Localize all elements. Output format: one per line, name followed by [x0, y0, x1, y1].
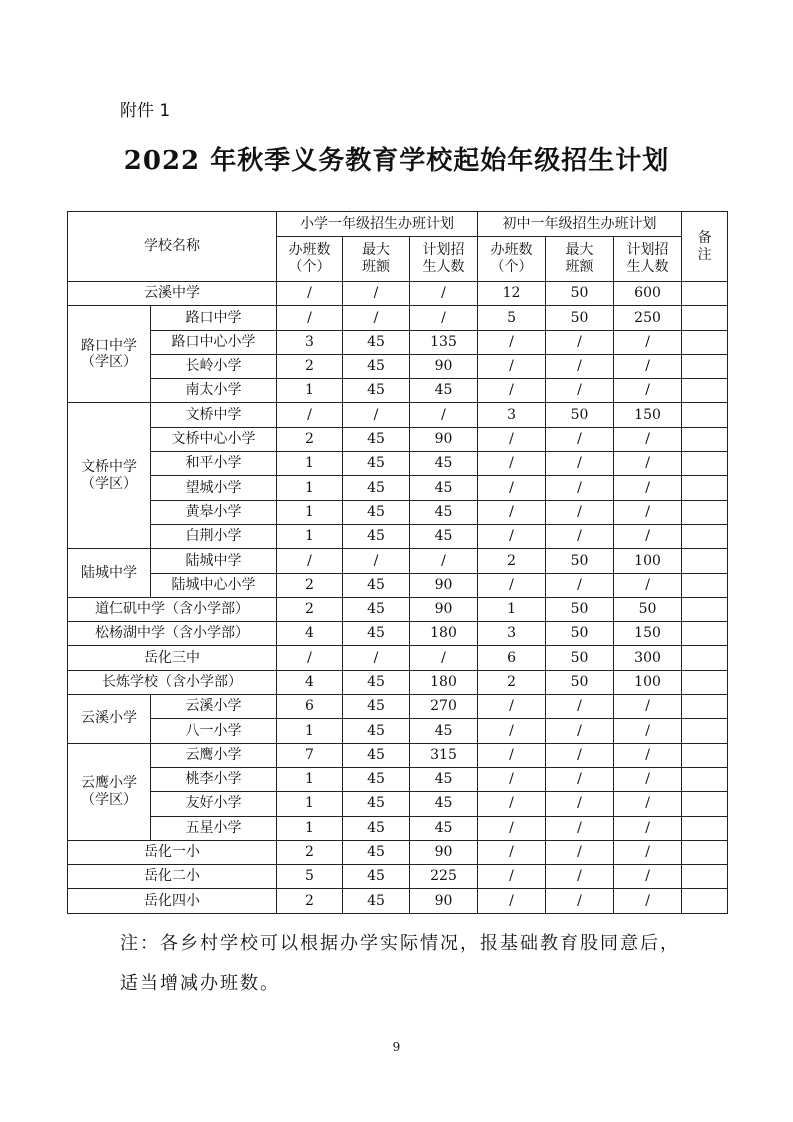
junior-max-size: 50	[546, 622, 614, 646]
document-title: 2022 年秋季义务教育学校起始年级招生计划	[123, 146, 670, 176]
junior-max-size: /	[546, 792, 614, 816]
district-name: 文桥中学（学区）	[68, 403, 151, 549]
remarks-cell	[682, 452, 728, 476]
primary-class-count: 2	[277, 597, 343, 621]
primary-max-size: 45	[343, 695, 410, 719]
primary-class-count: 1	[277, 816, 343, 840]
remarks-cell	[682, 889, 728, 913]
junior-class-count: /	[478, 524, 546, 548]
remarks-cell	[682, 865, 728, 889]
header-primary-max-size: 最大班额	[343, 237, 410, 282]
primary-plan-enroll: 90	[410, 573, 478, 597]
school-name: 云溪小学	[151, 695, 277, 719]
school-name: 云鹰小学	[151, 743, 277, 767]
primary-plan-enroll: 45	[410, 476, 478, 500]
junior-max-size: /	[546, 840, 614, 864]
junior-class-count: /	[478, 719, 546, 743]
primary-class-count: /	[277, 403, 343, 427]
junior-class-count: /	[478, 354, 546, 378]
remarks-cell	[682, 743, 728, 767]
primary-plan-enroll: /	[410, 403, 478, 427]
remarks-cell	[682, 840, 728, 864]
primary-plan-enroll: 315	[410, 743, 478, 767]
primary-class-count: 1	[277, 767, 343, 791]
junior-class-count: /	[478, 427, 546, 451]
enrollment-plan-table	[67, 211, 728, 914]
primary-plan-enroll: 45	[410, 792, 478, 816]
primary-max-size: 45	[343, 792, 410, 816]
school-name: 陆城中学	[151, 549, 277, 573]
district-name: 陆城中学	[68, 549, 151, 598]
school-name: 长炼学校（含小学部）	[68, 670, 277, 694]
junior-class-count: /	[478, 695, 546, 719]
junior-plan-enroll: /	[614, 840, 682, 864]
remarks-cell	[682, 792, 728, 816]
junior-plan-enroll: /	[614, 743, 682, 767]
junior-max-size: /	[546, 500, 614, 524]
junior-max-size: /	[546, 427, 614, 451]
primary-class-count: /	[277, 549, 343, 573]
remarks-cell	[682, 816, 728, 840]
junior-plan-enroll: 150	[614, 403, 682, 427]
remarks-cell	[682, 403, 728, 427]
header-remarks-text: 备注	[697, 229, 712, 263]
junior-class-count: 12	[478, 282, 546, 306]
primary-plan-enroll: 45	[410, 500, 478, 524]
junior-class-count: /	[478, 816, 546, 840]
primary-max-size: /	[343, 549, 410, 573]
primary-plan-enroll: /	[410, 646, 478, 670]
remarks-cell	[682, 306, 728, 330]
junior-class-count: /	[478, 840, 546, 864]
junior-max-size: /	[546, 524, 614, 548]
junior-max-size: 50	[546, 306, 614, 330]
junior-plan-enroll: 600	[614, 282, 682, 306]
attachment-label: 附件 1	[120, 101, 171, 121]
school-name: 望城小学	[151, 476, 277, 500]
junior-plan-enroll: /	[614, 573, 682, 597]
primary-max-size: 45	[343, 379, 410, 403]
school-name: 友好小学	[151, 792, 277, 816]
primary-plan-enroll: 45	[410, 379, 478, 403]
junior-plan-enroll: 100	[614, 549, 682, 573]
junior-plan-enroll: /	[614, 889, 682, 913]
junior-max-size: 50	[546, 670, 614, 694]
school-name: 桃李小学	[151, 767, 277, 791]
primary-plan-enroll: 180	[410, 622, 478, 646]
school-name: 路口中心小学	[151, 330, 277, 354]
remarks-cell	[682, 767, 728, 791]
school-name: 岳化三中	[68, 646, 277, 670]
junior-max-size: /	[546, 573, 614, 597]
junior-max-size: /	[546, 865, 614, 889]
primary-max-size: 45	[343, 524, 410, 548]
primary-plan-enroll: 135	[410, 330, 478, 354]
primary-plan-enroll: 180	[410, 670, 478, 694]
junior-class-count: /	[478, 500, 546, 524]
page-number: 9	[392, 1040, 401, 1054]
junior-class-count: 3	[478, 403, 546, 427]
header-primary-group: 小学一年级招生办班计划	[277, 212, 478, 237]
junior-class-count: /	[478, 743, 546, 767]
school-name: 岳化四小	[68, 889, 277, 913]
junior-class-count: 2	[478, 670, 546, 694]
junior-plan-enroll: /	[614, 695, 682, 719]
junior-max-size: /	[546, 476, 614, 500]
header-primary-class-count: 办班数（个）	[277, 237, 343, 282]
remarks-cell	[682, 670, 728, 694]
junior-plan-enroll: /	[614, 500, 682, 524]
primary-plan-enroll: /	[410, 282, 478, 306]
primary-plan-enroll: 90	[410, 427, 478, 451]
primary-class-count: 1	[277, 379, 343, 403]
footnote: 注：各乡村学校可以根据办学实际情况，报基础教育股同意后，适当增减办班数。	[120, 933, 680, 994]
primary-class-count: 2	[277, 427, 343, 451]
primary-plan-enroll: 45	[410, 767, 478, 791]
header-primary-plan-enroll: 计划招生人数	[410, 237, 478, 282]
primary-class-count: 2	[277, 840, 343, 864]
primary-max-size: 45	[343, 719, 410, 743]
primary-max-size: /	[343, 282, 410, 306]
primary-class-count: /	[277, 646, 343, 670]
junior-plan-enroll: /	[614, 792, 682, 816]
school-name: 岳化二小	[68, 865, 277, 889]
junior-max-size: 50	[546, 646, 614, 670]
primary-plan-enroll: 45	[410, 719, 478, 743]
remarks-cell	[682, 427, 728, 451]
primary-max-size: 45	[343, 622, 410, 646]
junior-class-count: /	[478, 330, 546, 354]
school-name: 长岭小学	[151, 354, 277, 378]
remarks-cell	[682, 354, 728, 378]
primary-max-size: 45	[343, 476, 410, 500]
junior-plan-enroll: /	[614, 767, 682, 791]
primary-plan-enroll: 270	[410, 695, 478, 719]
junior-max-size: /	[546, 889, 614, 913]
primary-plan-enroll: 225	[410, 865, 478, 889]
primary-class-count: 7	[277, 743, 343, 767]
junior-plan-enroll: /	[614, 476, 682, 500]
junior-max-size: /	[546, 379, 614, 403]
primary-class-count: 1	[277, 476, 343, 500]
junior-class-count: /	[478, 476, 546, 500]
header-junior-class-count: 办班数（个）	[478, 237, 546, 282]
header-junior-group: 初中一年级招生办班计划	[478, 212, 682, 237]
school-name: 路口中学	[151, 306, 277, 330]
primary-class-count: 1	[277, 524, 343, 548]
header-school-name: 学校名称	[68, 212, 277, 282]
primary-class-count: 2	[277, 889, 343, 913]
remarks-cell	[682, 549, 728, 573]
district-name: 路口中学（学区）	[68, 306, 151, 403]
district-name: 云鹰小学（学区）	[68, 743, 151, 840]
school-name: 岳化一小	[68, 840, 277, 864]
junior-class-count: /	[478, 767, 546, 791]
primary-plan-enroll: /	[410, 306, 478, 330]
junior-plan-enroll: /	[614, 719, 682, 743]
header-junior-plan-enroll: 计划招生人数	[614, 237, 682, 282]
primary-plan-enroll: 45	[410, 452, 478, 476]
junior-class-count: /	[478, 573, 546, 597]
school-name: 南太小学	[151, 379, 277, 403]
primary-class-count: /	[277, 306, 343, 330]
primary-max-size: 45	[343, 427, 410, 451]
junior-max-size: /	[546, 816, 614, 840]
junior-plan-enroll: /	[614, 354, 682, 378]
remarks-cell	[682, 330, 728, 354]
primary-max-size: 45	[343, 500, 410, 524]
primary-class-count: 5	[277, 865, 343, 889]
junior-max-size: /	[546, 452, 614, 476]
primary-max-size: 45	[343, 889, 410, 913]
junior-plan-enroll: /	[614, 379, 682, 403]
junior-class-count: 5	[478, 306, 546, 330]
school-name: 五星小学	[151, 816, 277, 840]
primary-max-size: 45	[343, 573, 410, 597]
primary-plan-enroll: 90	[410, 354, 478, 378]
school-name: 松杨湖中学（含小学部）	[68, 622, 277, 646]
primary-class-count: 2	[277, 354, 343, 378]
junior-class-count: 3	[478, 622, 546, 646]
junior-plan-enroll: 50	[614, 597, 682, 621]
junior-max-size: /	[546, 695, 614, 719]
junior-plan-enroll: 250	[614, 306, 682, 330]
junior-plan-enroll: /	[614, 427, 682, 451]
junior-plan-enroll: 100	[614, 670, 682, 694]
primary-max-size: /	[343, 306, 410, 330]
school-name: 白荆小学	[151, 524, 277, 548]
junior-max-size: 50	[546, 549, 614, 573]
junior-plan-enroll: 300	[614, 646, 682, 670]
junior-plan-enroll: /	[614, 452, 682, 476]
remarks-cell	[682, 695, 728, 719]
junior-class-count: /	[478, 792, 546, 816]
junior-max-size: /	[546, 743, 614, 767]
junior-max-size: /	[546, 354, 614, 378]
school-name: 文桥中心小学	[151, 427, 277, 451]
primary-max-size: 45	[343, 670, 410, 694]
primary-max-size: 45	[343, 816, 410, 840]
junior-max-size: 50	[546, 403, 614, 427]
remarks-cell	[682, 597, 728, 621]
primary-class-count: 4	[277, 670, 343, 694]
junior-class-count: 1	[478, 597, 546, 621]
junior-plan-enroll: /	[614, 524, 682, 548]
district-name: 云溪小学	[68, 695, 151, 744]
remarks-cell	[682, 282, 728, 306]
school-name: 道仁矶中学（含小学部）	[68, 597, 277, 621]
primary-max-size: 45	[343, 452, 410, 476]
primary-class-count: /	[277, 282, 343, 306]
junior-class-count: /	[478, 865, 546, 889]
junior-max-size: /	[546, 719, 614, 743]
school-name: 云溪中学	[68, 282, 277, 306]
school-name: 和平小学	[151, 452, 277, 476]
remarks-cell	[682, 500, 728, 524]
school-name: 黄皋小学	[151, 500, 277, 524]
primary-max-size: 45	[343, 354, 410, 378]
primary-max-size: 45	[343, 330, 410, 354]
primary-max-size: 45	[343, 840, 410, 864]
remarks-cell	[682, 476, 728, 500]
primary-max-size: 45	[343, 865, 410, 889]
junior-plan-enroll: /	[614, 865, 682, 889]
school-name: 陆城中心小学	[151, 573, 277, 597]
primary-plan-enroll: 90	[410, 597, 478, 621]
junior-plan-enroll: /	[614, 816, 682, 840]
primary-class-count: 6	[277, 695, 343, 719]
primary-plan-enroll: 45	[410, 816, 478, 840]
primary-class-count: 1	[277, 792, 343, 816]
primary-max-size: 45	[343, 767, 410, 791]
header-junior-max-size: 最大班额	[546, 237, 614, 282]
primary-max-size: /	[343, 646, 410, 670]
junior-class-count: 6	[478, 646, 546, 670]
primary-class-count: 2	[277, 573, 343, 597]
primary-class-count: 4	[277, 622, 343, 646]
remarks-cell	[682, 622, 728, 646]
primary-class-count: 1	[277, 500, 343, 524]
junior-max-size: /	[546, 767, 614, 791]
primary-class-count: 3	[277, 330, 343, 354]
school-name: 八一小学	[151, 719, 277, 743]
header-remarks	[682, 212, 728, 282]
junior-class-count: /	[478, 379, 546, 403]
primary-class-count: 1	[277, 452, 343, 476]
junior-class-count: /	[478, 452, 546, 476]
remarks-cell	[682, 379, 728, 403]
remarks-cell	[682, 573, 728, 597]
primary-plan-enroll: 45	[410, 524, 478, 548]
primary-max-size: 45	[343, 743, 410, 767]
junior-max-size: 50	[546, 282, 614, 306]
primary-plan-enroll: 90	[410, 889, 478, 913]
junior-max-size: /	[546, 330, 614, 354]
primary-plan-enroll: /	[410, 549, 478, 573]
junior-max-size: 50	[546, 597, 614, 621]
primary-class-count: 1	[277, 719, 343, 743]
primary-max-size: /	[343, 403, 410, 427]
junior-plan-enroll: /	[614, 330, 682, 354]
primary-max-size: 45	[343, 597, 410, 621]
remarks-cell	[682, 524, 728, 548]
primary-plan-enroll: 90	[410, 840, 478, 864]
school-name: 文桥中学	[151, 403, 277, 427]
remarks-cell	[682, 646, 728, 670]
junior-class-count: /	[478, 889, 546, 913]
junior-class-count: 2	[478, 549, 546, 573]
remarks-cell	[682, 719, 728, 743]
junior-plan-enroll: 150	[614, 622, 682, 646]
